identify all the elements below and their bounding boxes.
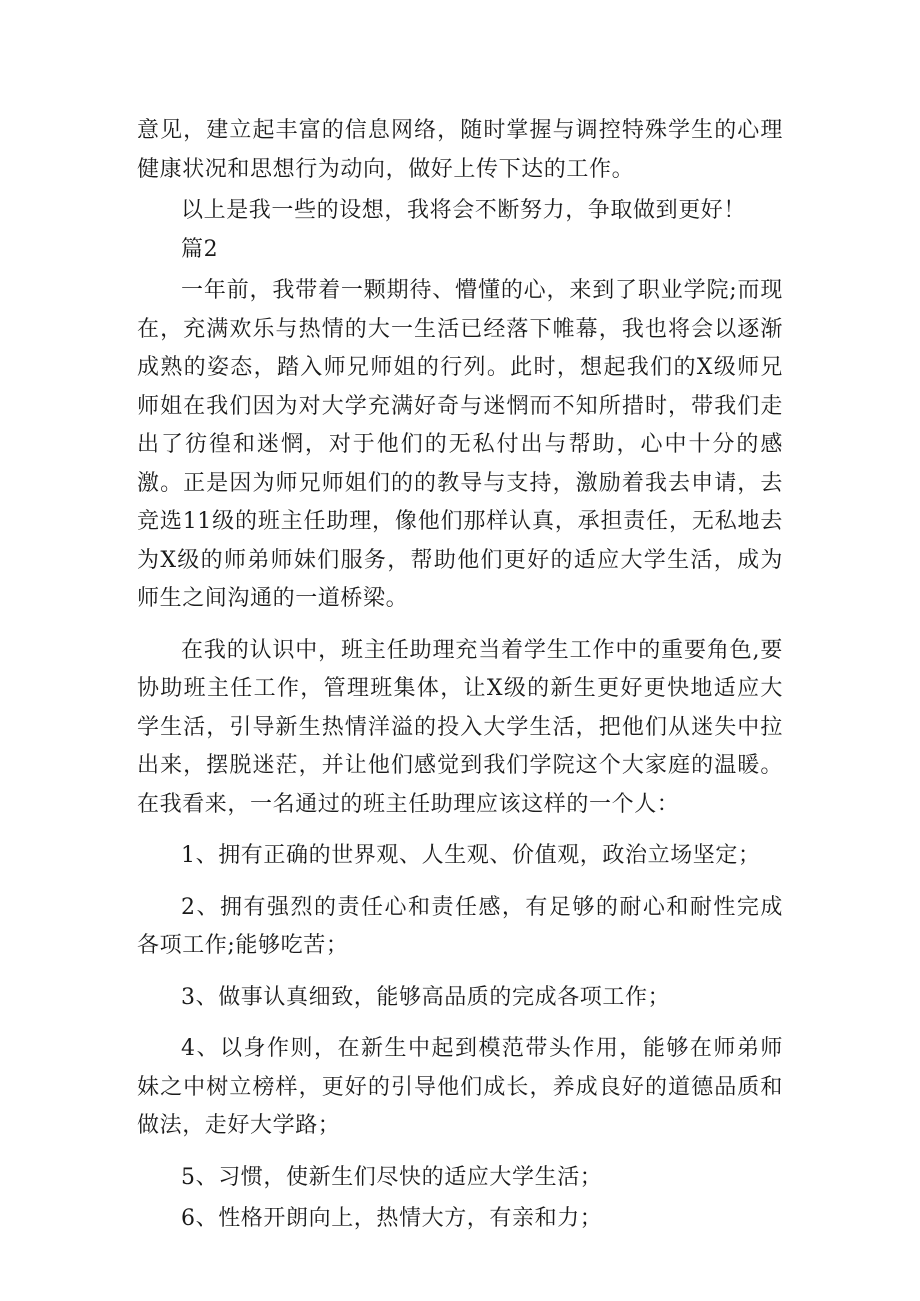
- document-body: [137, 112, 783, 1239]
- paragraph-intro: 一年前，我带着一颗期待、懵懂的心，来到了职业学院;而现在，充满欢乐与热情的大一生活已经落下帷幕，我也将会以逐渐成熟的姿态，踏入师兄师姐的行列。此时，想起我们的X级师兄师姐在我们因为对大学充满好奇与迷惘而不知所措时，带我们走出了彷徨和迷惘，对于他们的无私付出与帮助，心中十分的感激。正是因为师兄师姐们的的教导与支持，激励着我去申请，去竞选11级的班主任助理，像他们那样认真，承担责任，无私地去为X级的师弟师妹们服务，帮助他们更好的适应大学生活，成为师生之间沟通的一道桥梁。: [137, 278, 783, 611]
- list-item-2: 2、拥有强烈的责任心和责任感，有足够的耐心和耐性完成各项工作;能够吃苦；: [137, 894, 783, 958]
- paragraph-closing: 以上是我一些的设想，我将会不断努力，争取做到更好！: [181, 198, 747, 223]
- paragraph-continuation: 意见，建立起丰富的信息网络，随时掌握与调控特殊学生的心理健康状况和思想行为动向，做好上传下达的工作。: [137, 118, 783, 182]
- list-item-5: 5、习惯，使新生们尽快的适应大学生活；: [181, 1164, 603, 1190]
- list-item-3: 3、做事认真细致，能够高品质的完成各项工作；: [181, 984, 671, 1010]
- list-item-4: 4、以身作则，在新生中起到模范带头作用，能够在师弟师妹之中树立榜样，更好的引导他们成长，养成良好的道德品质和做法，走好大学路；: [137, 1036, 783, 1138]
- paragraph-role: 在我的认识中，班主任助理充当着学生工作中的重要角色,要协助班主任工作，管理班集体，让X级的新生更好更快地适应大学生活，引导新生热情洋溢的投入大学生活，把他们从迷失中拉出来，摆脱迷茫，并让他们感觉到我们学院这个大家庭的温暖。在我看来，一名通过的班主任助理应该这样的一个人：: [137, 637, 783, 817]
- list-item-1: 1、拥有正确的世界观、人生观、价值观，政治立场坚定；: [181, 843, 761, 868]
- list-item-6: 6、性格开朗向上，热情大方，有亲和力；: [181, 1206, 603, 1231]
- section-heading: 篇2: [181, 236, 219, 262]
